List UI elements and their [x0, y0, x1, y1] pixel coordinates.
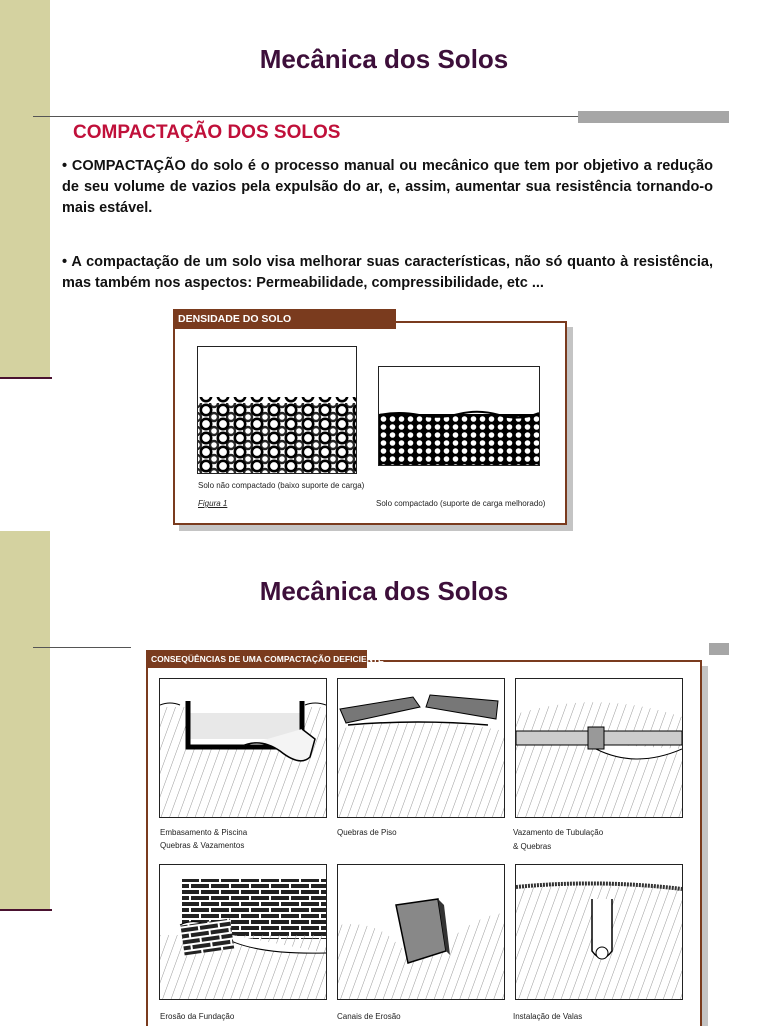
slide-title: Mecânica dos Solos: [259, 44, 509, 74]
caption-trench: Instalação de Valas: [513, 1012, 583, 1021]
caption-erosion-channels: Canais de Erosão: [337, 1012, 401, 1021]
title-rule: [33, 116, 578, 117]
paragraph-purpose: • A compactação de um solo visa melhorar suas características, não só quanto à resistência, mas também nos aspectos: Permeabilidade, compressibilidade, etc ...: [62, 254, 713, 291]
caption-floor-break: Quebras de Piso: [337, 828, 397, 837]
consequences-tab-label: CONSEQÜÊNCIAS DE UMA COMPACTAÇÃO DEFICIENTE: [146, 650, 367, 668]
panel-floor-break: [337, 678, 505, 818]
sidebar-divider-2: [0, 909, 52, 911]
sidebar-divider: [0, 377, 52, 379]
paragraph-definition: • COMPACTAÇÃO do solo é o processo manual ou mecânico que tem por objetivo a redução de seu volume de vazios pela expulsão do ar, e, assim, aumentar sua resistência tornando-o mais estável.: [62, 158, 713, 216]
caption-pool-2: Quebras & Vazamentos: [160, 841, 245, 850]
caption-pool: Embasamento & Piscina: [160, 828, 248, 837]
panel-pipe-leak: [515, 678, 683, 818]
title-rule-2: [33, 647, 131, 648]
figure-tab-label: DENSIDADE DO SOLO: [173, 309, 396, 329]
caption-compacted-soil: Solo compactado (suporte de carga melhorado): [376, 499, 546, 508]
caption-pipe-leak: Vazamento de Tubulação: [513, 828, 604, 837]
loose-soil-image: [197, 346, 357, 474]
title-rule-accent: [578, 111, 729, 123]
panel-erosion-channels: [337, 864, 505, 1000]
caption-foundation-erosion: Erosão da Fundação: [160, 1012, 235, 1021]
panel-trench: [515, 864, 683, 1000]
figure-label: Figura 1: [198, 499, 228, 508]
section-heading: COMPACTAÇÃO DOS SOLOS: [73, 122, 341, 143]
panel-foundation-erosion: [159, 864, 327, 1000]
slide-title-2: Mecânica dos Solos: [259, 576, 509, 606]
compacted-soil-image: [378, 366, 540, 466]
caption-pipe-leak-2: & Quebras: [513, 842, 552, 851]
caption-loose-soil: Solo não compactado (baixo suporte de carga): [198, 481, 365, 490]
panel-pool: [159, 678, 327, 818]
title-rule-accent-2: [709, 643, 729, 655]
